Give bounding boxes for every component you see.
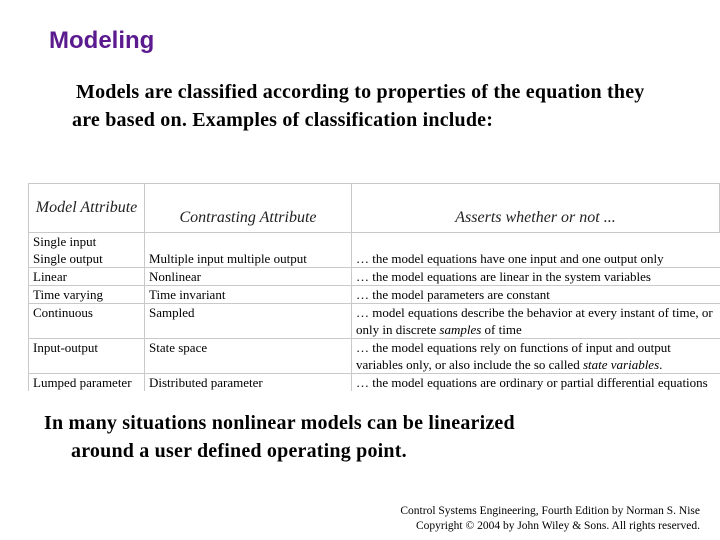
table-header-row <box>29 184 720 233</box>
cell-contrasting-attribute: Nonlinear <box>145 268 352 286</box>
outro-line: around a user defined operating point. <box>71 440 407 462</box>
classification-table <box>28 183 720 391</box>
table-row <box>29 286 720 304</box>
cell-contrasting-attribute: Distributed parameter <box>145 374 352 392</box>
asserts-text: … the model equations have one input and one output only <box>356 251 664 266</box>
cell-model-attribute <box>29 233 145 268</box>
outro-line: In many situations nonlinear models can be linearized <box>44 412 515 434</box>
footer-copyright: Copyright © 2004 by John Wiley & Sons. All rights reserved. <box>415 520 700 532</box>
contrasting-text: Multiple input multiple output <box>149 251 307 266</box>
intro-paragraph: Models are classified according to properties of the equation they are based on. Examples of classification include: <box>72 81 645 131</box>
cell-contrasting-attribute: Sampled <box>145 304 352 339</box>
cell-asserts: … the model equations are linear in the system variables <box>352 268 720 286</box>
table-row <box>29 233 720 268</box>
cell-model-attribute: Linear <box>29 268 145 286</box>
cell-model-attribute: Lumped parameter <box>29 374 145 392</box>
asserts-text: of time <box>481 322 522 337</box>
header-model-attribute: Model Attribute <box>29 184 145 233</box>
asserts-italic-term: samples <box>439 322 482 337</box>
copyright-footer <box>400 504 700 534</box>
attribute-line: Single input <box>33 234 97 249</box>
table-row <box>29 339 720 374</box>
cell-asserts <box>352 304 720 339</box>
footer-citation: Control Systems Engineering, Fourth Edition by Norman S. Nise <box>400 505 700 517</box>
asserts-text: . <box>659 357 663 372</box>
outro-paragraph <box>44 409 664 465</box>
cell-contrasting-attribute: State space <box>145 339 352 374</box>
asserts-italic-term: state variables <box>582 357 660 372</box>
asserts-text: … model equations describe the behavior at every instant of time, or only in discrete <box>356 305 713 337</box>
table-row <box>29 304 720 339</box>
cell-asserts: … the model equations are ordinary or partial differential equations <box>352 374 720 392</box>
slide-title: Modeling <box>49 27 155 54</box>
cell-model-attribute: Continuous <box>29 304 145 339</box>
cell-asserts <box>352 339 720 374</box>
cell-model-attribute: Input-output <box>29 339 145 374</box>
header-asserts: Asserts whether or not ... <box>352 184 720 233</box>
table-row <box>29 268 720 286</box>
cell-asserts <box>352 233 720 268</box>
header-contrasting-attribute: Contrasting Attribute <box>145 184 352 233</box>
cell-asserts: … the model parameters are constant <box>352 286 720 304</box>
cell-contrasting-attribute <box>145 233 352 268</box>
cell-contrasting-attribute: Time invariant <box>145 286 352 304</box>
table-row <box>29 374 720 392</box>
attribute-line: Single output <box>33 251 103 266</box>
cell-model-attribute: Time varying <box>29 286 145 304</box>
asserts-text: … the model equations rely on functions of input and output variables only, or also include the so called <box>356 340 671 372</box>
